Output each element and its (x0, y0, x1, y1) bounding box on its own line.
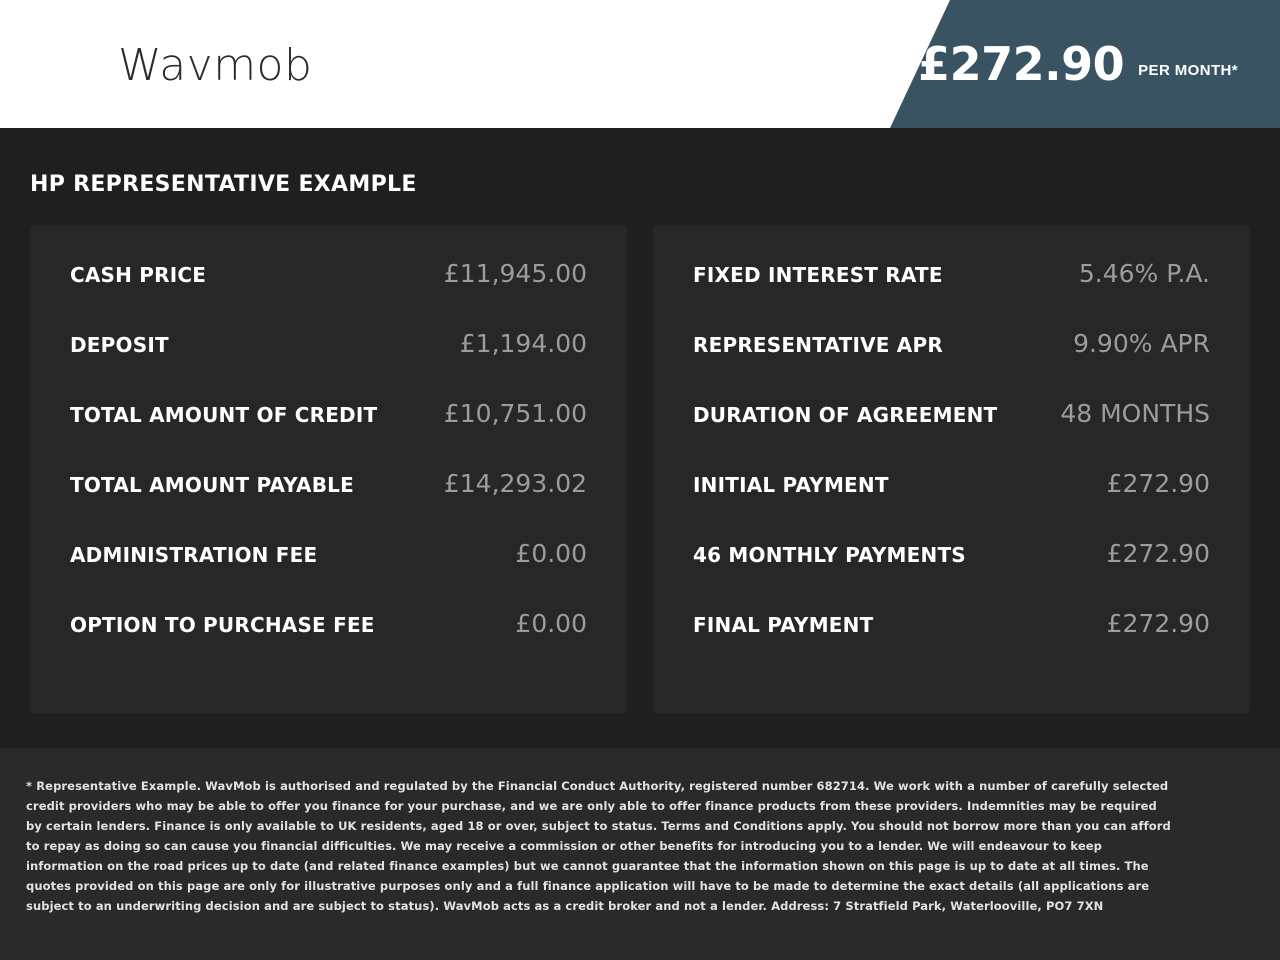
table-row (70, 259, 587, 329)
row-label: INITIAL PAYMENT (693, 473, 889, 497)
brand-logo: Wavmob (118, 40, 313, 91)
row-label: ADMINISTRATION FEE (70, 543, 318, 567)
row-value: £272.90 (1106, 469, 1210, 498)
row-value: £0.00 (515, 539, 587, 568)
row-value: 5.46% P.A. (1078, 259, 1210, 288)
row-value: £14,293.02 (443, 469, 587, 498)
row-value: £1,194.00 (459, 329, 587, 358)
disclaimer-text: * Representative Example. WavMob is authorised and regulated by the Financial Conduct Authority, registered number 682714. We work with a number of carefully selected credit providers who may be able to offer you finance for your purchase, and we are only able to offer finance products from these providers. Indemnities may be required by certain lenders. Finance is only available to UK residents, aged 18 or over, subject to status. Terms and Conditions apply. You should not borrow more than you can afford to repay as doing so can cause you financial difficulties. We may receive a commission or other benefits for introducing you to a lender. We will endeavour to keep information on the road prices up to date (and related finance examples) but we cannot guarantee that the information shown on this page is up to date at all times. The quotes provided on this page are only for illustrative purposes only and a full finance application will have to be made to determine the exact details (all applications are subject to an underwriting decision and are subject to status). WavMob acts as a credit broker and not a lender. Address: 7 Stratfield Park, Waterlooville, PO7 7XN (26, 779, 1171, 913)
row-label: TOTAL AMOUNT PAYABLE (70, 473, 354, 497)
row-label: FINAL PAYMENT (693, 613, 874, 637)
table-row (693, 539, 1210, 609)
table-row (70, 609, 587, 679)
row-label: DURATION OF AGREEMENT (693, 403, 998, 427)
row-value: £272.90 (1106, 539, 1210, 568)
row-value: 48 MONTHS (1060, 399, 1210, 428)
table-row (693, 329, 1210, 399)
table-row (693, 259, 1210, 329)
row-label: DEPOSIT (70, 333, 169, 357)
row-label: 46 MONTHLY PAYMENTS (693, 543, 966, 567)
main-content (0, 128, 1280, 748)
row-label: CASH PRICE (70, 263, 207, 287)
finance-details-cards (30, 225, 1250, 713)
row-value: £0.00 (515, 609, 587, 638)
row-value: £11,945.00 (443, 259, 587, 288)
table-row (70, 399, 587, 469)
table-row (693, 469, 1210, 539)
monthly-price-amount: £272.90 (918, 37, 1125, 91)
monthly-price-period: PER MONTH* (1138, 61, 1238, 79)
row-label: REPRESENTATIVE APR (693, 333, 943, 357)
row-label: FIXED INTEREST RATE (693, 263, 943, 287)
table-row (70, 469, 587, 539)
footer-disclaimer (0, 748, 1280, 960)
row-value: £10,751.00 (443, 399, 587, 428)
page-header (0, 0, 1280, 128)
table-row (70, 539, 587, 609)
row-value: £272.90 (1106, 609, 1210, 638)
page-title: HP REPRESENTATIVE EXAMPLE (30, 172, 417, 197)
row-label: TOTAL AMOUNT OF CREDIT (70, 403, 378, 427)
finance-card-left (30, 225, 627, 713)
row-value: 9.90% APR (1073, 329, 1210, 358)
table-row (693, 399, 1210, 469)
table-row (693, 609, 1210, 679)
table-row (70, 329, 587, 399)
monthly-price-content (918, 0, 1238, 128)
finance-card-right (653, 225, 1250, 713)
row-label: OPTION TO PURCHASE FEE (70, 613, 375, 637)
